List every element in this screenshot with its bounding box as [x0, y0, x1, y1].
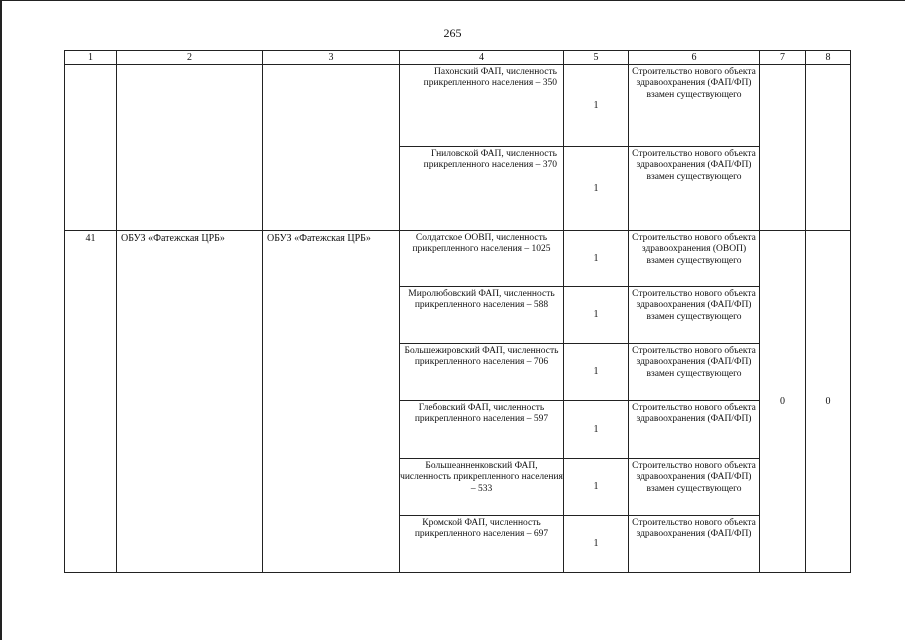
header-cell: 5 [564, 51, 629, 65]
empty-cell [117, 65, 263, 231]
organization-cell: ОБУЗ «Фатежская ЦРБ» [117, 231, 263, 573]
facility-cell [400, 65, 564, 147]
header-cell: 7 [760, 51, 806, 65]
facility-text: Глебовский ФАП, численность прикрепленного населения – 597 [414, 403, 549, 425]
facility-cell [400, 231, 564, 287]
count-cell: 1 [564, 459, 629, 516]
facility-cell [400, 401, 564, 459]
facility-text: Солдатское ООВП, численность прикрепленного населения – 1025 [412, 233, 551, 255]
facility-cell [400, 147, 564, 231]
empty-cell [263, 65, 400, 231]
action-cell: Строительство нового объекта здравоохранения (ФАП/ФП) взамен существующего [629, 459, 760, 516]
count-cell: 1 [564, 65, 629, 147]
col7-value: 0 [760, 231, 806, 573]
empty-cell [65, 65, 117, 231]
facility-text: Кромской ФАП, численность прикрепленного населения – 697 [414, 518, 549, 540]
action-cell: Строительство нового объекта здравоохранения (ФАП/ФП) взамен существующего [629, 287, 760, 344]
header-cell: 3 [263, 51, 400, 65]
table-row [65, 65, 851, 147]
header-cell: 4 [400, 51, 564, 65]
action-cell: Строительство нового объекта здравоохранения (ФАП/ФП) взамен существующего [629, 344, 760, 401]
count-cell: 1 [564, 401, 629, 459]
action-cell: Строительство нового объекта здравоохранения (ОВОП) взамен существующего [629, 231, 760, 287]
facility-text: Пахонский ФАП, численность прикрепленного населения – 350 [423, 67, 557, 89]
col8-value: 0 [806, 231, 851, 573]
count-cell: 1 [564, 516, 629, 573]
count-cell: 1 [564, 231, 629, 287]
table-header-row [65, 51, 851, 65]
action-cell: Строительство нового объекта здравоохранения (ФАП/ФП) [629, 516, 760, 573]
header-cell: 6 [629, 51, 760, 65]
facility-text: Гниловской ФАП, численность прикрепленного населения – 370 [423, 149, 557, 171]
table-row [65, 231, 851, 287]
header-cell: 1 [65, 51, 117, 65]
empty-cell [760, 65, 806, 231]
action-cell: Строительство нового объекта здравоохранения (ФАП/ФП) взамен существующего [629, 65, 760, 147]
facility-text: Большежировский ФАП, численность прикрепленного населения – 706 [404, 346, 559, 368]
count-cell: 1 [564, 344, 629, 401]
page-number: 265 [443, 26, 462, 40]
facility-text: Большеанненковский ФАП, численность прикрепленного населения – 533 [400, 461, 563, 494]
facility-cell [400, 459, 564, 516]
count-cell: 1 [564, 287, 629, 344]
action-cell: Строительство нового объекта здравоохранения (ФАП/ФП) взамен существующего [629, 147, 760, 231]
row-number: 41 [65, 231, 117, 573]
facility-cell [400, 287, 564, 344]
responsible-cell: ОБУЗ «Фатежская ЦРБ» [263, 231, 400, 573]
document-table [64, 50, 851, 573]
header-cell: 8 [806, 51, 851, 65]
header-cell: 2 [117, 51, 263, 65]
facility-cell [400, 344, 564, 401]
facility-cell [400, 516, 564, 573]
facility-text: Миролюбовский ФАП, численность прикрепленного населения – 588 [408, 289, 555, 311]
action-cell: Строительство нового объекта здравоохранения (ФАП/ФП) [629, 401, 760, 459]
empty-cell [806, 65, 851, 231]
count-cell: 1 [564, 147, 629, 231]
